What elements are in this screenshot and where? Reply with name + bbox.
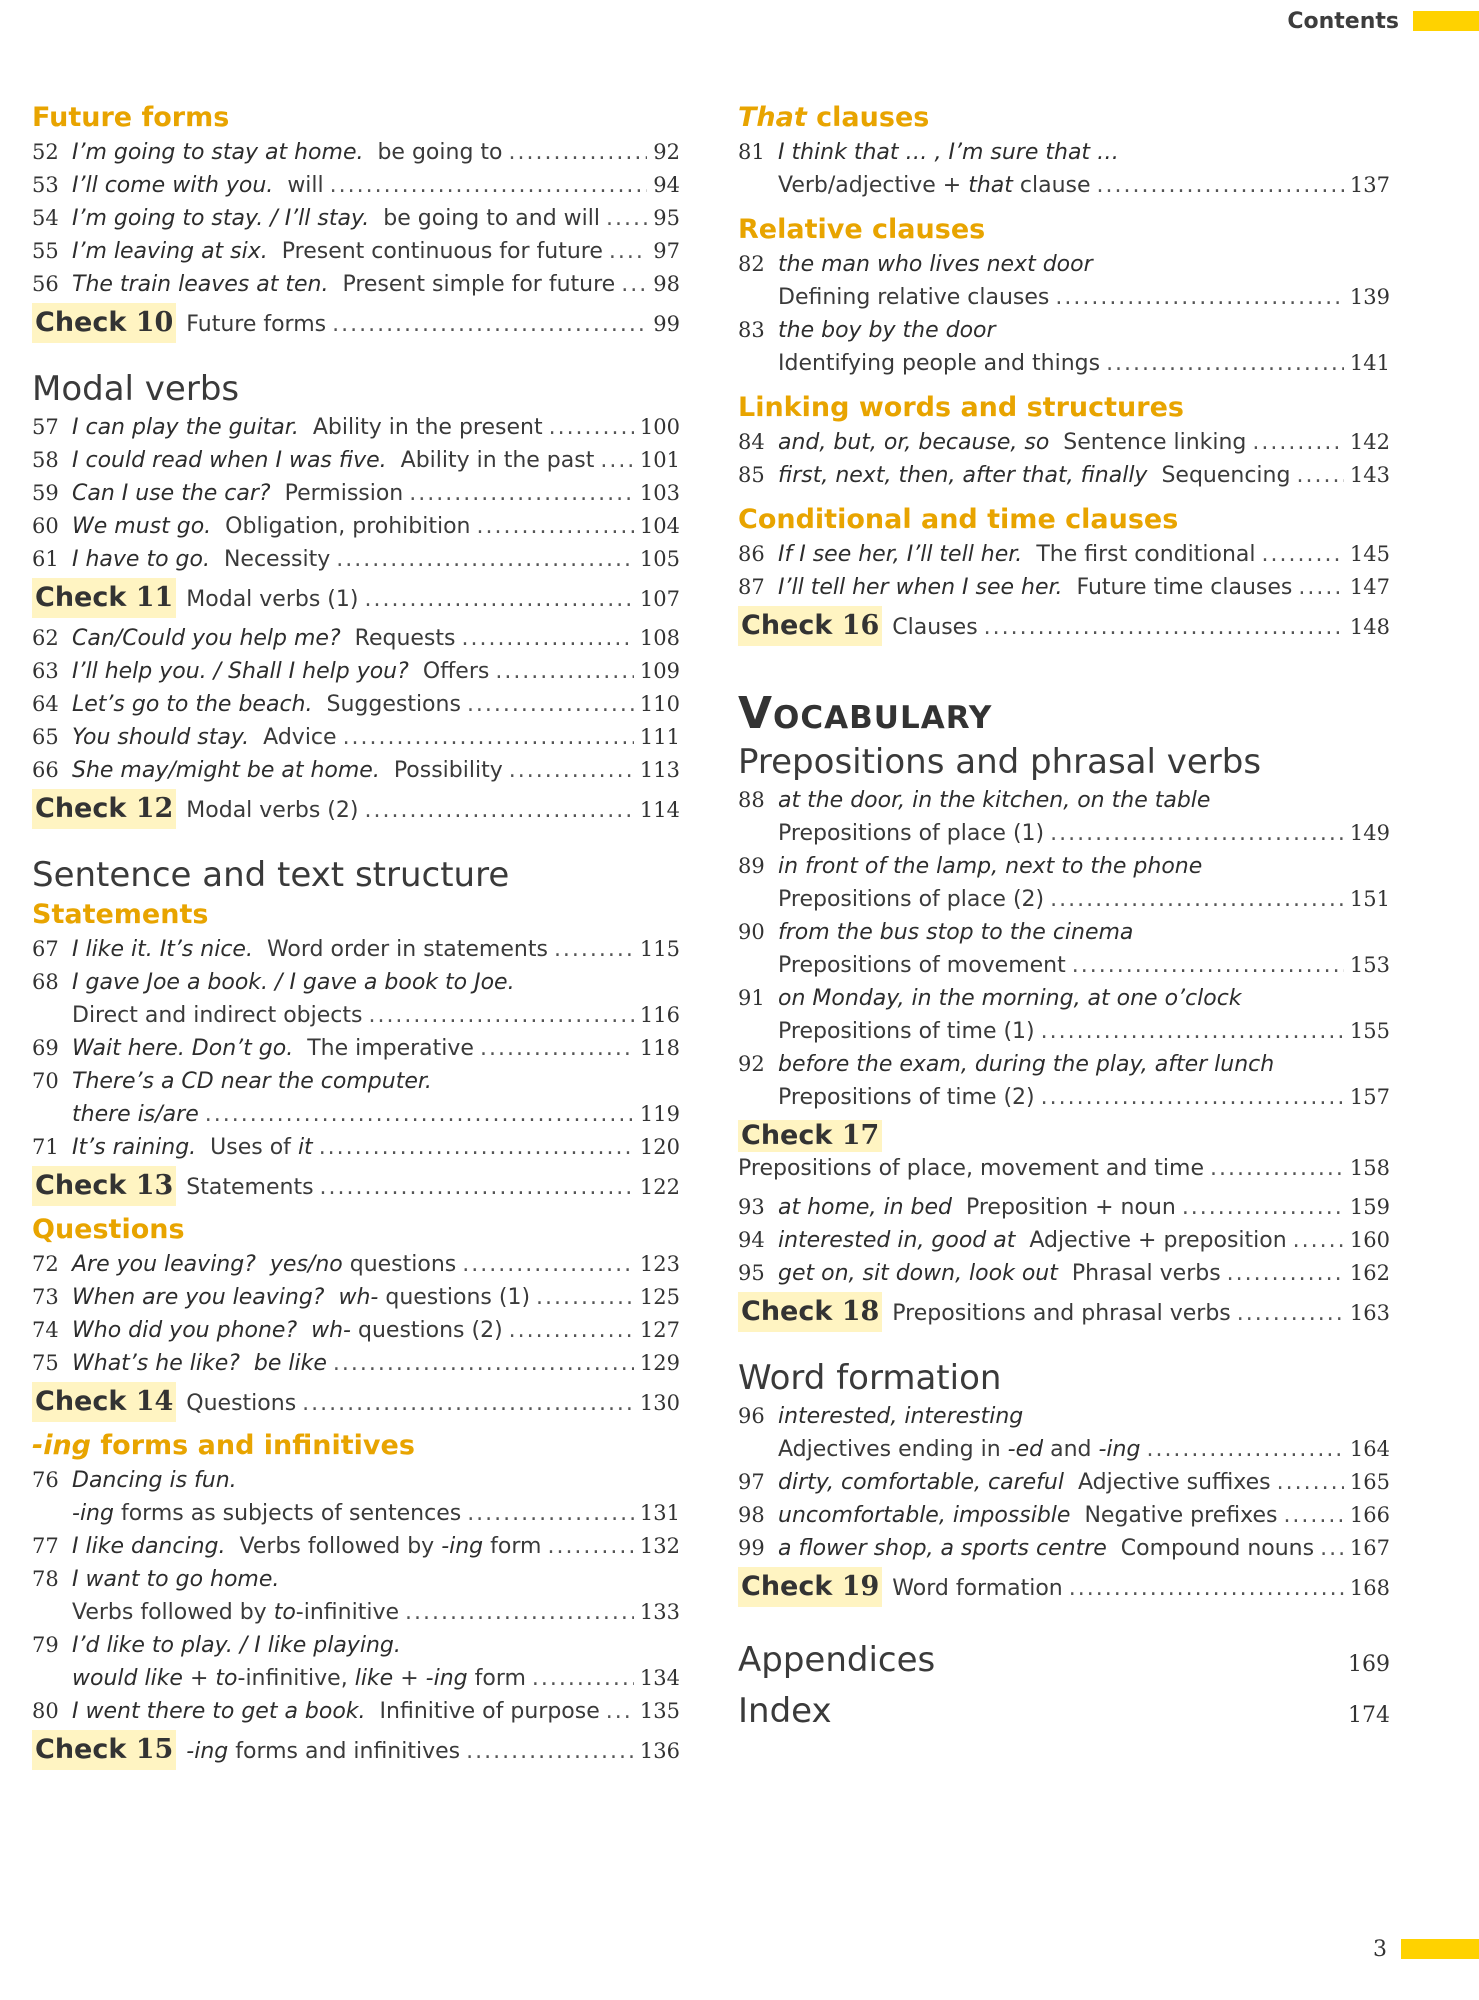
check-row[interactable] [738,1292,1390,1334]
check-label: Check 12 [32,789,176,829]
toc-entry[interactable] [32,543,680,576]
page-ref: 122 [639,1175,680,1199]
entry-number: 52 [32,140,59,164]
appendices-entry[interactable]: Appendices 169 [738,1640,1390,1680]
page-ref: 103 [639,481,680,505]
page-ref: 92 [653,140,680,164]
leader-dots [320,1168,634,1208]
toc-entry[interactable]: 68 I gave Joe a book. / I gave a book to Joe. Direct and indirect objects ..... 116 [32,966,680,1032]
toc-entry[interactable] [32,136,680,169]
entry-topic: Necessity [223,547,331,572]
check-topic: Word formation [892,1576,1063,1601]
leader-dots [330,170,648,202]
toc-entry[interactable]: 94 interested in, good at Adjective + preposition ..... 160 [738,1224,1390,1257]
toc-entry[interactable]: 79 I’d like to play. / I like playing. would like + to-infinitive, like + -ing form ..... 134 [32,1629,680,1695]
leader-dots [466,1732,634,1772]
entry-topic: Present continuous for future [281,239,603,264]
check-row[interactable] [32,1166,680,1208]
toc-entry[interactable]: 70 There’s a CD near the computer. there is/are ..... 119 [32,1065,680,1131]
page-ref: 113 [639,758,680,782]
toc-entry[interactable]: 89 in front of the lamp, next to the phone Prepositions of place (2) ..... 151 [738,850,1390,916]
section-heading: Relative clauses [738,214,986,245]
check-row[interactable] [738,1567,1390,1609]
leader-dots [549,412,634,444]
toc-entry[interactable]: 86 If I see her, I’ll tell her. The first conditional ..... 145 [738,538,1390,571]
page-ref: 130 [639,1391,680,1415]
check-label: Check 11 [32,578,176,618]
entry-example: I could read when I was five. [72,448,387,473]
check-label: Check 13 [32,1166,176,1206]
entry-example: Can/Could you help me? [72,626,341,651]
toc-entry[interactable]: 84 and, but, or, because, so Sentence linking ..... 142 [738,426,1390,459]
check-label: Check 10 [32,303,176,343]
toc-entry[interactable]: 76 Dancing is fun. -ing forms as subjects of sentences ..... 131 [32,1464,680,1530]
toc-entry[interactable]: 92 before the exam, during the play, after lunch Prepositions of time (2) ..... 157 [738,1048,1390,1114]
page-ref: 168 [1349,1576,1390,1600]
leader-dots [509,137,648,169]
entry-topic: Permission [284,481,404,506]
check-row[interactable] [32,1382,680,1424]
toc-entry[interactable]: 87 I’ll tell her when I see her. Future time clauses ..... 147 [738,571,1390,604]
toc-entry[interactable] [32,510,680,543]
section-heading: Future forms [32,102,230,133]
entry-example: I have to go. [72,547,210,572]
toc-entry[interactable]: 96 interested, interesting Adjectives ending in -ed and -ing ..... 164 [738,1400,1390,1466]
check-label: Check 18 [738,1292,882,1332]
check-topic: Prepositions of place, movement and time [738,1156,1205,1181]
section-heading: Linking words and structures [738,392,1184,423]
entry-number: 66 [32,758,59,782]
check-topic: Modal verbs (2) [186,798,359,823]
page-ref: 98 [653,272,680,296]
toc-entry[interactable]: 99 a flower shop, a sports centre Compound nouns ..... 167 [738,1532,1390,1565]
part-heading-vocabulary: Vocabulary [738,688,993,739]
page-ref: 100 [639,415,680,439]
check-topic: Modal verbs (1) [186,587,359,612]
entry-example: I’ll help you. / Shall I help you? [72,659,409,684]
page-ref: 114 [639,798,680,822]
leader-dots [364,791,633,831]
left-column [32,100,680,1774]
entry-topic: Advice [263,725,337,750]
entry-number: 54 [32,206,59,230]
page-ref: 94 [653,173,680,197]
leader-dots [467,689,634,721]
footer-color-bar [1401,1939,1479,1959]
entry-topic: Present simple for future [342,272,616,297]
check-row[interactable] [738,1120,1390,1185]
entry-example: I’m going to stay at home. [72,140,364,165]
leader-dots [606,203,647,235]
page-ref: 110 [639,692,680,716]
entry-topic: be going to and will [383,206,601,231]
page-ref: 111 [639,725,680,749]
check-topic: Statements [186,1175,314,1200]
section-heading: Conditional and time clauses [738,504,1179,535]
toc-entry[interactable] [32,169,680,202]
toc-entry[interactable]: 95 get on, sit down, look out Phrasal verbs ..... 162 [738,1257,1390,1290]
leader-dots [343,722,634,754]
entry-example: I’m going to stay. / I’ll stay. [72,206,370,231]
entry-example: You should stay. [72,725,250,750]
leader-dots [495,656,634,688]
header-color-bar [1413,11,1479,31]
page-ref: 136 [639,1739,680,1763]
check-topic: Clauses [892,615,978,640]
leader-dots [1069,1569,1344,1609]
header-title: Contents [1287,8,1399,34]
toc-entry[interactable]: 88 at the door, in the kitchen, on the table Prepositions of place (1) ..... 149 [738,784,1390,850]
check-label: Check 16 [738,606,882,646]
entry-example: We must go. [72,514,212,539]
leader-dots [1237,1294,1344,1334]
toc-entry[interactable]: 80 I went there to get a book. Infinitive of purpose ..... 135 [32,1695,680,1728]
entry-example: She may/might be at home. [72,758,380,783]
entry-example: I can play the guitar. [72,415,299,440]
page-ref: 158 [1349,1156,1390,1180]
entry-topic: be going to [377,140,503,165]
modal-verbs-list-2 [32,622,680,787]
leader-dots [621,269,647,301]
toc-entry[interactable]: 81 I think that … , I’m sure that … Verb/adjective + that clause ..... 137 [738,136,1390,202]
check-topic: Questions [186,1391,297,1416]
entry-topic: Ability in the past [400,448,595,473]
section-heading: Modal verbs [32,369,240,409]
modal-verbs-list-1 [32,411,680,576]
toc-entry[interactable] [32,202,680,235]
toc-entry[interactable] [32,721,680,754]
page-ref: 105 [639,547,680,571]
toc-entry[interactable] [32,655,680,688]
page-ref: 101 [639,448,680,472]
toc-entry[interactable]: 90 from the bus stop to the cinema Prepositions of movement ..... 153 [738,916,1390,982]
leader-dots [1210,1153,1344,1185]
entry-number: 59 [32,481,59,505]
toc-entry[interactable]: 67 I like it. It’s nice. Word order in statements ..... 115 [32,933,680,966]
check-label: Check 17 [738,1120,882,1152]
toc-entry[interactable] [32,754,680,787]
future-forms-list [32,136,680,301]
toc-entry[interactable]: 97 dirty, comfortable, careful Adjective suffixes ..... 165 [738,1466,1390,1499]
entry-number: 65 [32,725,59,749]
page-ref: 97 [653,239,680,263]
leader-dots [600,445,634,477]
section-heading: Word formation [738,1358,1002,1398]
check-row[interactable] [32,1730,680,1772]
check-row[interactable] [32,303,680,345]
leader-dots [461,623,633,655]
subsection-heading: Statements [32,899,209,930]
toc-entry[interactable]: 72 Are you leaving? yes/no questions ..... 123 [32,1248,680,1281]
entry-number: 63 [32,659,59,683]
toc-entry[interactable]: 78 I want to go home. Verbs followed by to-infinitive ..... 133 [32,1563,680,1629]
check-topic: -ing forms and infinitives [186,1739,461,1764]
check-row[interactable] [32,578,680,620]
entry-number: 64 [32,692,59,716]
leader-dots [409,478,634,510]
page-footer [1373,1934,1479,1964]
page-ref: 95 [653,206,680,230]
check-label: Check 15 [32,1730,176,1770]
entry-topic: Ability in the present [312,415,543,440]
check-topic: Future forms [186,312,327,337]
entry-example: Let’s go to the beach. [72,692,313,717]
entry-number: 58 [32,448,59,472]
entry-topic: Suggestions [326,692,461,717]
page-ref: 163 [1349,1301,1390,1325]
toc-entry[interactable]: 74 Who did you phone? wh- questions (2) ..... 127 [32,1314,680,1347]
entry-number: 57 [32,415,59,439]
toc-entry[interactable]: 91 on Monday, in the morning, at one o’clock Prepositions of time (1) ..... 155 [738,982,1390,1048]
page-ref: 108 [639,626,680,650]
page-ref: 99 [653,312,680,336]
check-row[interactable] [32,789,680,831]
leader-dots [302,1384,634,1424]
entry-example: The train leaves at ten. [72,272,329,297]
toc-entry[interactable]: 77 I like dancing. Verbs followed by -ing form ..... 132 [32,1530,680,1563]
entry-topic: Requests [354,626,456,651]
entry-example: Can I use the car? [72,481,271,506]
entry-topic: Offers [422,659,490,684]
toc-entry[interactable] [32,268,680,301]
check-row[interactable] [738,606,1390,648]
page-number: 3 [1373,1936,1387,1962]
toc-entry[interactable]: 75 What’s he like? be like ..... 129 [32,1347,680,1380]
leader-dots [477,511,634,543]
page-header [1287,6,1479,36]
toc-entry[interactable]: 69 Wait here. Don’t go. The imperative ..... 118 [32,1032,680,1065]
section-heading: Sentence and text structure [32,855,510,895]
entry-example: I’m leaving at six. [72,239,268,264]
toc-entry[interactable]: 85 first, next, then, after that, finally Sequencing ..... 143 [738,459,1390,492]
entry-number: 56 [32,272,59,296]
subsection-heading: Questions [32,1214,185,1245]
entry-example: I’ll come with you. [72,173,274,198]
toc-entry[interactable]: 73 When are you leaving? wh- questions (1) ..... 125 [32,1281,680,1314]
leader-dots [609,236,647,268]
subsection-heading: -ing forms and infinitives [32,1430,415,1461]
entry-number: 55 [32,239,59,263]
toc-entry[interactable]: 98 uncomfortable, impossible Negative prefixes ..... 166 [738,1499,1390,1532]
right-column [738,100,1390,1739]
toc-entry[interactable] [32,411,680,444]
toc-entry[interactable]: 83 the boy by the door Identifying people and things ..... 141 [738,314,1390,380]
toc-entry[interactable] [32,477,680,510]
section-heading: That clauses [738,102,930,133]
entry-topic: Possibility [393,758,503,783]
entry-number: 53 [32,173,59,197]
page-ref: 148 [1349,615,1390,639]
toc-entry[interactable] [32,688,680,721]
leader-dots [984,608,1344,648]
page-ref: 107 [639,587,680,611]
entry-number: 60 [32,514,59,538]
toc-entry[interactable] [32,444,680,477]
entry-topic: Obligation, prohibition [225,514,471,539]
leader-dots [364,580,633,620]
check-topic: Prepositions and phrasal verbs [892,1301,1231,1326]
toc-entry[interactable]: 93 at home, in bed Preposition + noun ..... 159 [738,1191,1390,1224]
check-label: Check 19 [738,1567,882,1607]
toc-entry[interactable] [32,622,680,655]
leader-dots [336,544,634,576]
page-ref: 109 [639,659,680,683]
entry-topic: will [287,173,324,198]
entry-number: 62 [32,626,59,650]
toc-entry[interactable] [32,235,680,268]
section-heading: Prepositions and phrasal verbs [738,742,1262,782]
entry-number: 61 [32,547,59,571]
page-ref: 104 [639,514,680,538]
toc-entry[interactable]: 82 the man who lives next door Defining relative clauses ..... 139 [738,248,1390,314]
leader-dots [332,305,647,345]
leader-dots [509,755,634,787]
check-label: Check 14 [32,1382,176,1422]
toc-entry[interactable]: 71 It’s raining. Uses of it ..... 120 [32,1131,680,1164]
index-entry[interactable]: Index 174 [738,1691,1390,1731]
